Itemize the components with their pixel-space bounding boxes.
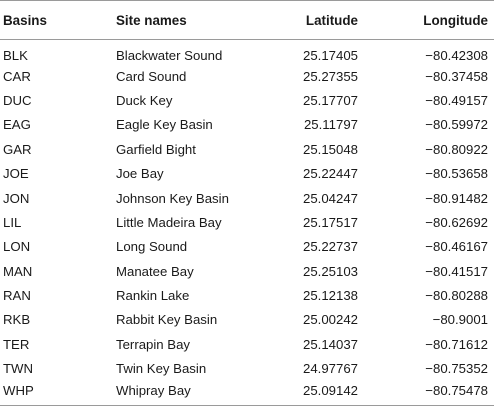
cell-longitude: −80.49157 [425,92,488,108]
table-row [0,161,494,185]
table-row [0,210,494,234]
header-longitude: Longitude [370,1,494,40]
cell-longitude: −80.46167 [425,239,488,255]
cell-basin: LIL [3,214,22,230]
cell-site-name: Whipray Bay [112,381,272,405]
cell-basin: JOE [3,166,29,182]
cell-basin: DUC [3,92,32,108]
cell-latitude: 25.12138 [302,288,358,304]
table-row [0,381,494,405]
cell-site-name: Twin Key Basin [116,361,207,377]
cell-latitude: 25.04247 [302,190,358,206]
cell-site-name: Manatee Bay [116,263,194,279]
cell-basin: RKB [3,312,31,328]
cell-basin: BLK [3,48,28,64]
cell-site-name: Eagle Key Basin [116,117,213,133]
table-row [0,88,494,112]
cell-longitude: −80.53658 [425,166,488,182]
cell-site-name: Garfield Bight [116,141,196,157]
cell-basin: RAN [3,288,31,304]
cell-longitude: −80.41517 [425,263,488,279]
table-row [0,137,494,161]
table-row [0,332,494,356]
cell-longitude: −80.37458 [425,68,488,84]
cell-site-name: Rabbit Key Basin [116,312,218,328]
cell-latitude: 25.22737 [302,239,358,255]
cell-longitude: −80.71612 [425,336,488,352]
cell-latitude: 25.17405 [302,48,358,64]
cell-latitude: 25.14037 [302,336,358,352]
cell-latitude: 25.27355 [302,68,358,84]
table-row [0,235,494,259]
table-row [0,283,494,307]
cell-basin: GAR [3,141,32,157]
cell-site-name: Terrapin Bay [116,336,191,352]
table-row [0,186,494,210]
table-header-row [0,1,494,40]
cell-site-name: Blackwater Sound [116,48,223,64]
cell-basin: CAR [3,68,31,84]
cell-longitude: −80.75352 [425,361,488,377]
cell-site-name: Long Sound [116,239,188,255]
table-row [0,308,494,332]
cell-latitude: 25.09142 [272,381,370,405]
cell-basin: MAN [3,263,33,279]
table-row [0,40,494,64]
cell-basin: TER [3,336,30,352]
cell-latitude: 25.15048 [302,141,358,157]
table-row [0,259,494,283]
cell-site-name: Joe Bay [116,166,164,182]
cell-latitude: 25.22447 [302,166,358,182]
table-row [0,113,494,137]
cell-latitude: 25.17707 [302,92,358,108]
cell-site-name: Rankin Lake [116,288,190,304]
cell-longitude: −80.42308 [425,48,488,64]
cell-latitude: 25.00242 [302,312,358,328]
header-latitude: Latitude [272,1,370,40]
cell-longitude: −80.9001 [432,312,488,328]
table-body [0,40,494,406]
cell-longitude: −80.80288 [425,288,488,304]
header-site-names: Site names [112,1,272,40]
cell-basin: LON [3,239,31,255]
cell-latitude: 25.17517 [302,214,358,230]
cell-site-name: Little Madeira Bay [116,214,222,230]
cell-longitude: −80.59972 [425,117,488,133]
table-row [0,357,494,381]
cell-basin: WHP [0,381,112,405]
header-basins: Basins [0,1,112,40]
cell-basin: EAG [3,117,31,133]
cell-site-name: Card Sound [116,68,187,84]
cell-basin: JON [3,190,30,206]
table-row [0,64,494,88]
cell-longitude: −80.80922 [425,141,488,157]
cell-site-name: Duck Key [116,92,173,108]
cell-longitude: −80.91482 [425,190,488,206]
cell-longitude: −80.75478 [370,381,494,405]
cell-latitude: 25.25103 [302,263,358,279]
cell-latitude: 25.11797 [303,117,358,133]
cell-longitude: −80.62692 [425,214,488,230]
cell-latitude: 24.97767 [302,361,358,377]
cell-basin: TWN [3,361,34,377]
cell-site-name: Johnson Key Basin [116,190,229,206]
